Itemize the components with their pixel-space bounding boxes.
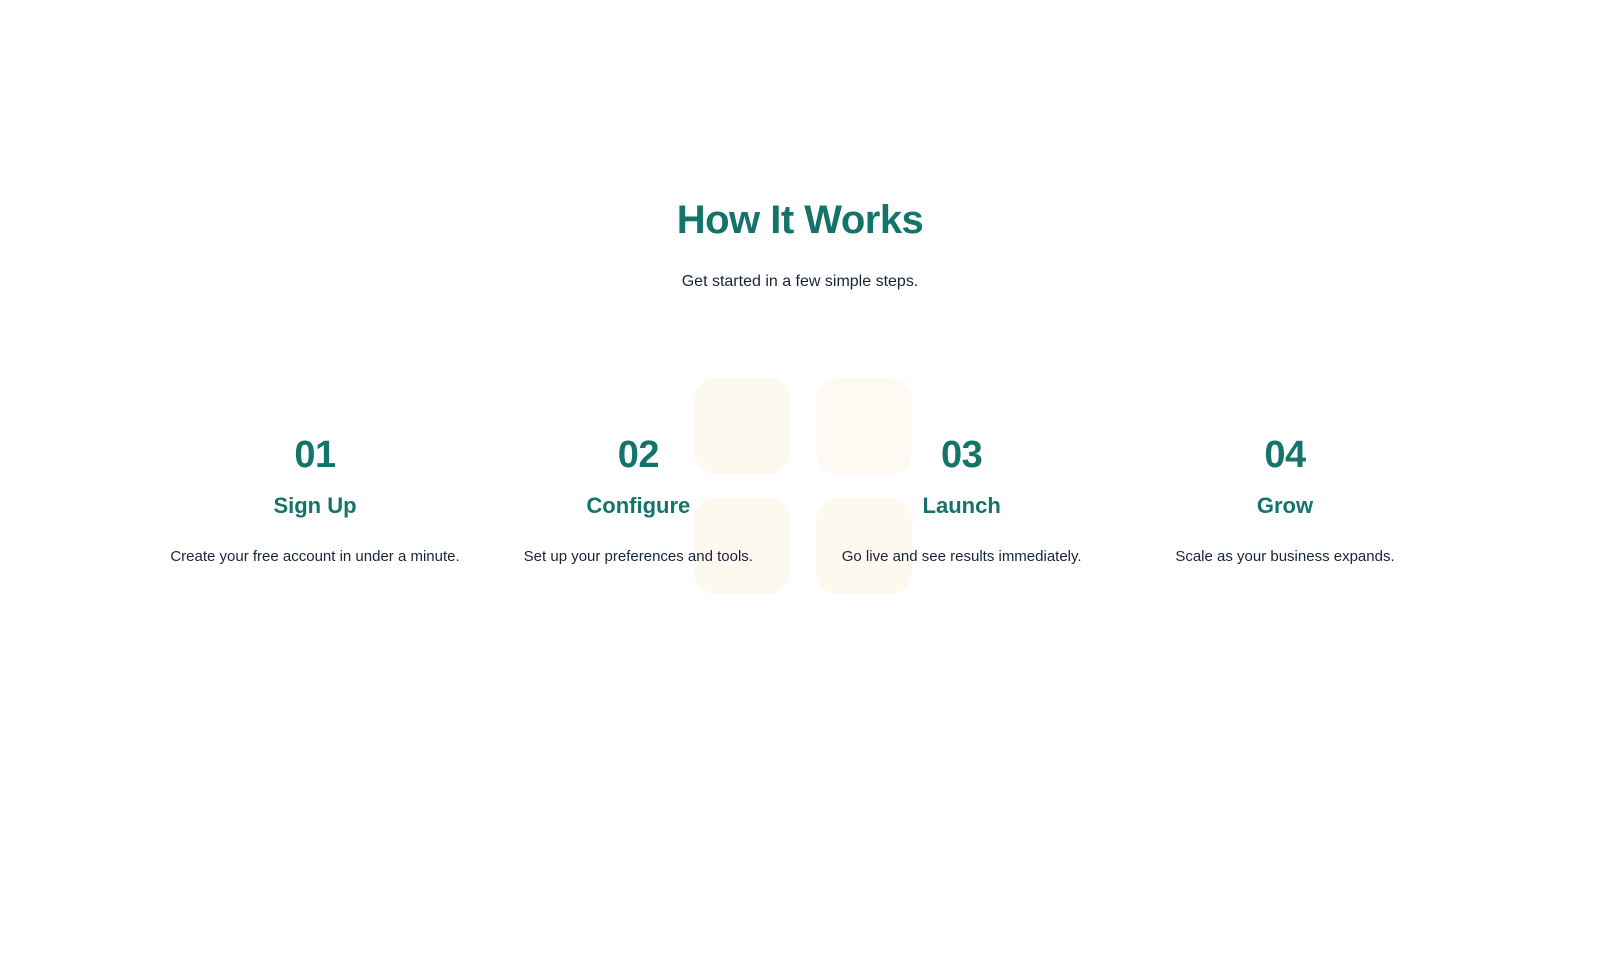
step-card-3 [807, 432, 1117, 568]
step-title: Sign Up [273, 492, 357, 518]
step-title: Launch [922, 492, 1001, 518]
step-number: 04 [1264, 434, 1306, 476]
steps-grid [160, 432, 1440, 568]
section-header [0, 196, 1600, 294]
section-subtitle: Get started in a few simple steps. [681, 273, 919, 290]
step-card-2 [483, 432, 793, 568]
step-description: Set up your preferences and tools. [523, 548, 753, 566]
step-number: 01 [294, 434, 336, 476]
step-description: Scale as your business expands. [1175, 548, 1395, 566]
page-title: How It Works [676, 198, 924, 242]
step-card-1 [160, 432, 470, 568]
step-description: Create your free account in under a minute. [170, 548, 460, 566]
step-title: Configure [586, 492, 691, 518]
step-description: Go live and see results immediately. [841, 548, 1082, 566]
step-number: 02 [617, 434, 659, 476]
step-card-4 [1130, 432, 1440, 568]
step-number: 03 [941, 434, 983, 476]
step-title: Grow [1256, 492, 1314, 518]
